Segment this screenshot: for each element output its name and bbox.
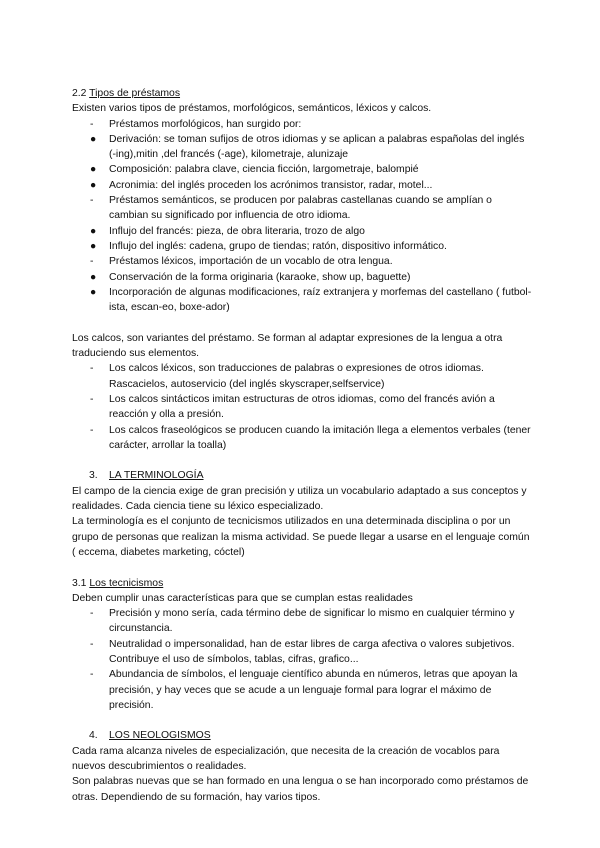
list-item-text: Neutralidad o impersonalidad, han de estar libres de carga afectiva o valores subjetivos. Contribuye el uso de símbolos, tablas, cifras, grafico... [109,638,515,665]
section-heading-4 [72,728,532,743]
dash-marker: - [90,393,94,405]
list-item-text: Los calcos fraseológicos se producen cuando la imitación llega a elementos verbales (tener carácter, arrollar la toalla) [109,424,531,451]
bullet-icon: ● [90,225,97,237]
section-intro: Deben cumplir unas características para que se cumplan estas realidades [72,592,413,604]
loan-types-list [72,117,532,316]
dash-marker: - [90,638,94,650]
list-item [72,285,532,316]
dash-marker: - [90,669,94,681]
list-item [72,254,532,269]
document-body [72,86,532,805]
list-item [72,224,532,239]
list-item [72,162,532,177]
bullet-icon: ● [90,271,97,283]
spacer [72,713,532,728]
list-item-text: Préstamos léxicos, importación de un vocablo de otra lengua. [109,256,393,268]
list-item-text: Influjo del inglés: cadena, grupo de tiendas; ratón, dispositivo informático. [109,240,447,252]
dash-marker: - [90,118,94,130]
paragraph: El campo de la ciencia exige de gran precisión y utiliza un vocabulario adaptado a sus conceptos y realidades. Cada ciencia tiene su léxico especializado. [72,485,527,513]
list-item [72,606,532,637]
list-item [72,117,532,132]
list-item [72,637,532,668]
list-item [72,423,532,454]
list-item [72,270,532,285]
dash-marker: - [90,608,94,620]
list-item-text: Los calcos sintácticos imitan estructuras de otros idiomas, como del francés avión a reacción y olla a presión. [109,393,495,421]
section-number: 3. [89,470,98,482]
section-number: 3.1 [72,577,87,589]
list-item [72,132,532,163]
list-item [72,193,532,224]
dash-marker: - [90,424,94,436]
section-title: Los tecnicismos [89,577,164,589]
list-item-text: Precisión y mono sería, cada término debe de significar lo mismo en cualquier término y circunstancia. [109,608,515,635]
list-item-text: Incorporación de algunas modificaciones, raíz extranjera y morfemas del castellano ( futbol-ista, escan-eo, boxe-ador) [109,286,532,314]
dash-marker: - [90,195,94,207]
section-heading-2-2 [72,86,532,101]
list-item-text: Acronimia: del inglés proceden los acrónimos transistor, radar, motel... [109,179,433,191]
section-number: 2.2 [72,88,87,99]
bullet-icon: ● [90,179,97,191]
list-item [72,178,532,193]
dash-marker: - [90,363,94,375]
spacer [72,453,532,468]
bullet-icon: ● [90,240,97,252]
list-item [72,392,532,423]
paragraph: La terminología es el conjunto de tecnicismos utilizados en una determinada disciplina o por un grupo de personas que realizan la misma actividad. Se puede llegar a usarse en el lenguaje común ( eccema, diabetes marketing, cóctel) [72,516,530,558]
technicisms-list [72,606,532,713]
section-heading-3-1 [72,576,532,591]
bullet-icon: ● [90,164,97,176]
spacer [72,315,532,330]
section-number: 4. [89,730,98,742]
dash-marker: - [90,256,94,268]
list-item-text: Composición: palabra clave, ciencia ficción, largometraje, balompié [109,164,419,176]
section-heading-3 [72,468,532,483]
list-item [72,239,532,254]
bullet-icon: ● [90,286,97,298]
list-item-text: Préstamos morfológicos, han surgido por: [109,118,302,130]
section-title: LA TERMINOLOGÍA [109,470,204,482]
calcos-intro: Los calcos, son variantes del préstamo. Se forman al adaptar expresiones de la lengua a otra traduciendo sus elementos. [72,332,503,360]
bullet-icon: ● [90,133,97,145]
list-item-text: Derivación: se toman sufijos de otros idiomas y se aplican a palabras españolas del inglés (-ing),mitin ,del francés (-age), kilometraje, alunizaje [109,133,525,161]
list-item-text: Préstamos semánticos, se producen por palabras castellanas cuando se amplían o cambian su significado por influencia de otro idioma. [109,195,492,222]
section-intro: Existen varios tipos de préstamos, morfológicos, semánticos, léxicos y calcos. [72,103,432,115]
paragraph: Son palabras nuevas que se han formado en una lengua o se han incorporado como préstamos de otras. Dependiendo de su formación, hay varios tipos. [72,776,529,803]
paragraph: Cada rama alcanza niveles de especialización, que necesita de la creación de vocablos para nuevos descubrimientos o realidades. [72,745,500,773]
list-item [72,361,532,392]
list-item-text: Los calcos léxicos, son traducciones de palabras o expresiones de otros idiomas. Rascacielos, autoservicio (del inglés skyscraper,selfservice) [109,363,484,390]
list-item-text: Abundancia de símbolos, el lenguaje científico abunda en números, letras que apoyan la precisión, y hay veces que se acude a un lenguaje formal para lograr el máximo de precisión. [109,669,518,711]
list-item-text: Conservación de la forma originaria (karaoke, show up, baguette) [109,271,411,283]
calcos-list [72,361,532,453]
spacer [72,560,532,575]
list-item [72,667,532,713]
section-title: LOS NEOLOGISMOS [109,730,211,742]
section-title: Tipos de préstamos [89,88,181,99]
list-item-text: Influjo del francés: pieza, de obra literaria, trozo de algo [109,225,365,237]
